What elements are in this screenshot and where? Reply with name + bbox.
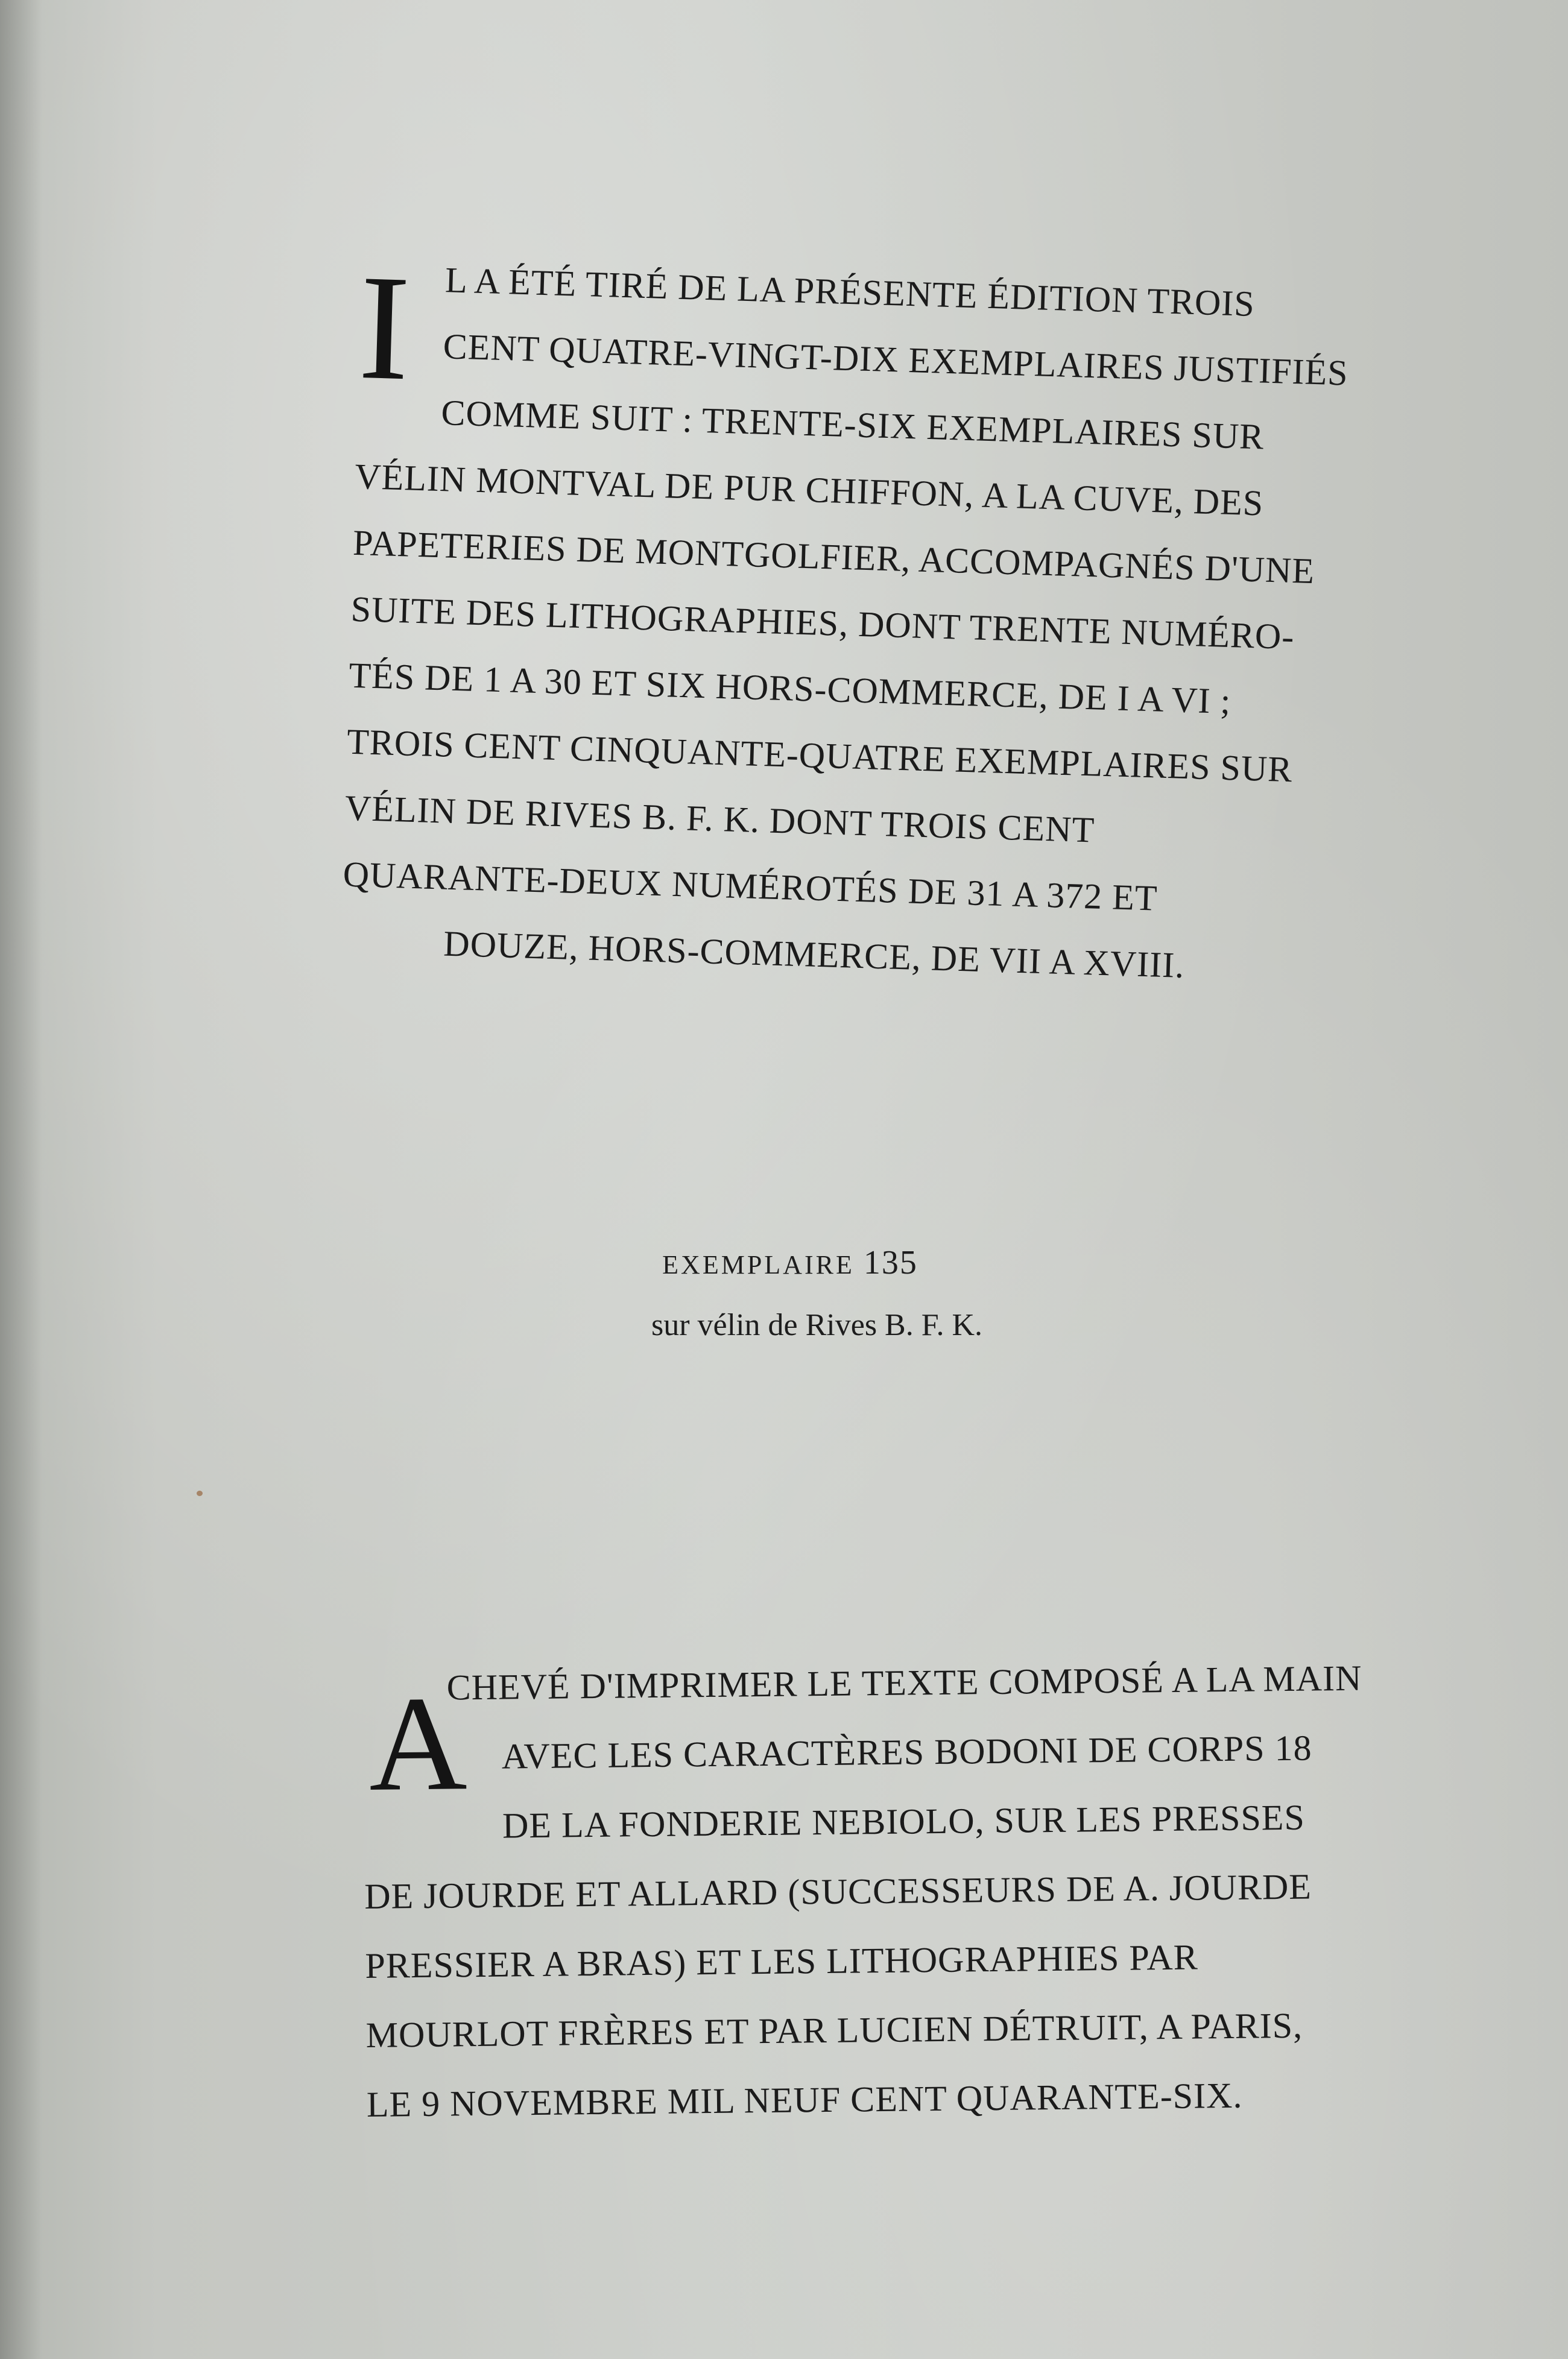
colophon-line-4: DE JOURDE ET ALLARD (SUCCESSEURS DE A. JOURDE <box>364 1866 1312 1916</box>
colophon-line-6: MOURLOT FRÈRES ET PAR LUCIEN DÉTRUIT, A PARIS, <box>365 2005 1303 2055</box>
colophon-line-2: AVEC LES CARACTÈRES BODONI DE CORPS 18 <box>501 1728 1312 1776</box>
justification-line-9: VÉLIN DE RIVES B. F. K. DONT TROIS CENT <box>344 788 1096 850</box>
copy-label: EXEMPLAIRE <box>662 1250 855 1280</box>
colophon-paragraph <box>362 1641 1392 2135</box>
colophon-drop-cap: A <box>368 1667 468 1819</box>
justification-line-1: L A ÉTÉ TIRÉ DE LA PRÉSENTE ÉDITION TROIS <box>444 260 1256 324</box>
colophon-line-1: CHEVÉ D'IMPRIMER LE TEXTE COMPOSÉ A LA MAIN <box>446 1658 1362 1708</box>
justification-line-10: QUARANTE-DEUX NUMÉROTÉS DE 31 A 372 ET <box>342 854 1159 918</box>
justification-line-6: SUITE DES LITHOGRAPHIES, DONT TRENTE NUMÉRO- <box>350 589 1295 657</box>
justification-line-7: TÉS DE 1 A 30 ET SIX HORS-COMMERCE, DE I A VI ; <box>348 655 1232 722</box>
justification-drop-cap: I <box>356 243 413 412</box>
justification-line-4: VÉLIN MONTVAL DE PUR CHIFFON, A LA CUVE, DES <box>354 456 1265 523</box>
justification-line-2: CENT QUATRE-VINGT-DIX EXEMPLAIRES JUSTIFIÉS <box>442 326 1349 393</box>
justification-line-11: DOUZE, HORS-COMMERCE, DE VII A XVIII. <box>443 923 1186 985</box>
page-gutter-shadow <box>0 0 42 2359</box>
copy-paper-line: sur vélin de Rives B. F. K. <box>651 1308 983 1342</box>
justification-paragraph <box>338 241 1386 1055</box>
colophon-line-5: PRESSIER A BRAS) ET LES LITHOGRAPHIES PAR <box>365 1937 1198 1986</box>
justification-line-5: PAPETERIES DE MONTGOLFIER, ACCOMPAGNÉS D'UNE <box>352 522 1316 592</box>
colophon-line-3: DE LA FONDERIE NEBIOLO, SUR LES PRESSES <box>502 1797 1306 1846</box>
copy-number-line <box>639 1243 941 1282</box>
justification-line-8: TROIS CENT CINQUANTE-QUATRE EXEMPLAIRES SUR <box>346 721 1294 790</box>
justification-line-3: COMME SUIT : TRENTE-SIX EXEMPLAIRES SUR <box>440 393 1265 457</box>
copy-number: 135 <box>863 1244 918 1281</box>
paper-speck <box>197 1491 203 1496</box>
colophon-line-7: LE 9 NOVEMBRE MIL NEUF CENT QUARANTE-SIX. <box>366 2075 1243 2124</box>
